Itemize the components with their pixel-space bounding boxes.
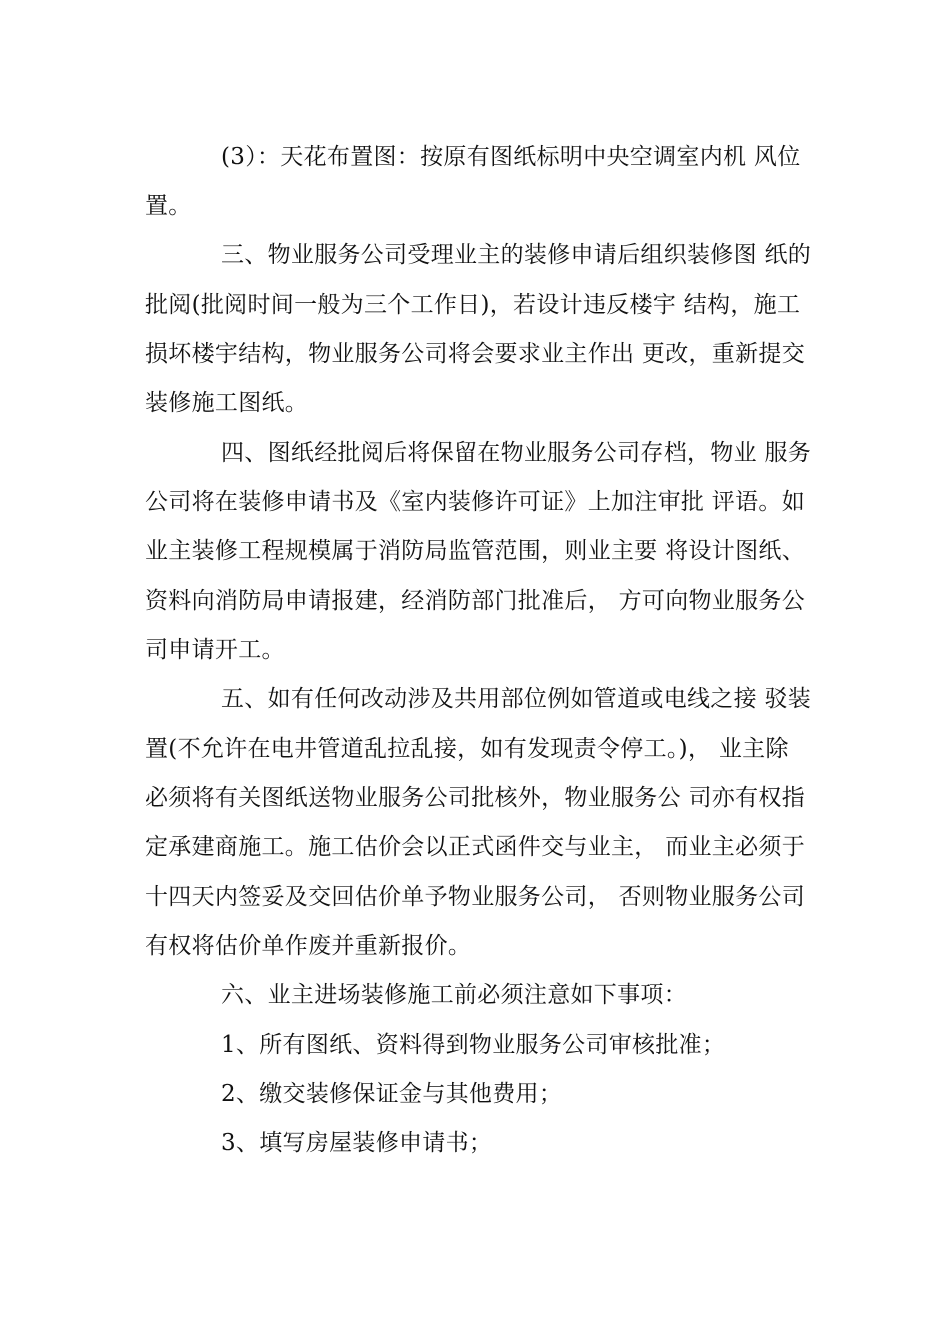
text-line-11: 司申请开工。 bbox=[145, 637, 285, 663]
text-line-12: 五、如有任何改动涉及共用部位例如管道或电线之接 驳装 bbox=[221, 686, 812, 712]
text-line-5: 损坏楼宇结构，物业服务公司将会要求业主作出 更改，重新提交 bbox=[145, 341, 806, 367]
text-line-1: (3）：天花布置图：按原有图纸标明中央空调室内机 风位 bbox=[221, 144, 801, 170]
text-line-20: 2、缴交装修保证金与其他费用； bbox=[221, 1081, 563, 1107]
text-line-4: 批阅(批阅时间一般为三个工作日)，若设计违反楼宇 结构，施工 bbox=[145, 292, 801, 318]
text-line-10: 资料向消防局申请报建，经消防部门批准后， 方可向物业服务公 bbox=[145, 588, 806, 614]
text-line-15: 定承建商施工。施工估价会以正式函件交与业主， 而业主必须于 bbox=[145, 834, 806, 860]
text-line-21: 3、填写房屋装修申请书； bbox=[221, 1130, 493, 1156]
text-line-18: 六、业主进场装修施工前必须注意如下事项： bbox=[221, 982, 687, 1008]
text-line-6: 装修施工图纸。 bbox=[145, 390, 309, 416]
text-line-17: 有权将估价单作废并重新报价。 bbox=[145, 933, 472, 959]
text-line-3: 三、物业服务公司受理业主的装修申请后组织装修图 纸的 bbox=[221, 242, 812, 268]
text-line-2: 置。 bbox=[145, 193, 192, 219]
text-line-9: 业主装修工程规模属于消防局监管范围，则业主要 将设计图纸、 bbox=[145, 538, 806, 564]
text-line-16: 十四天内签妥及交回估价单予物业服务公司， 否则物业服务公司 bbox=[145, 884, 806, 910]
text-line-14: 必须将有关图纸送物业服务公司批核外，物业服务公 司亦有权指 bbox=[145, 785, 806, 811]
text-line-13: 置(不允许在电井管道乱拉乱接，如有发现责令停工。)， 业主除 bbox=[145, 736, 789, 762]
text-line-8: 公司将在装修申请书及《室内装修许可证》上加注审批 评语。如 bbox=[145, 489, 806, 515]
text-line-19: 1、所有图纸、资料得到物业服务公司审核批准； bbox=[221, 1032, 726, 1058]
text-line-7: 四、图纸经批阅后将保留在物业服务公司存档，物业 服务 bbox=[221, 440, 812, 466]
